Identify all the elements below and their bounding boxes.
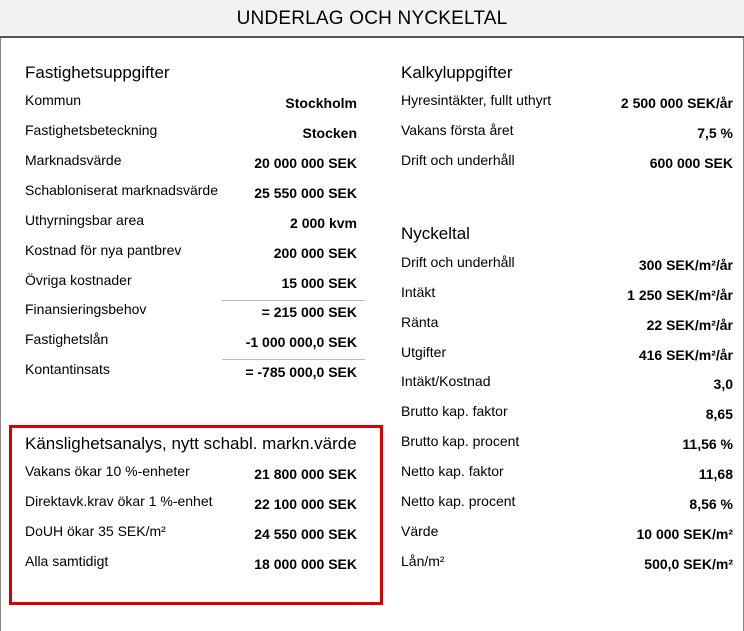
row-hyresintakter <box>401 92 733 112</box>
row-value: 600 000 SEK <box>649 155 733 171</box>
row-brutto-kap-faktor <box>401 403 733 423</box>
row-value: 24 550 000 SEK <box>254 526 357 542</box>
row-label: Brutto kap. faktor <box>401 403 508 419</box>
row-vakans-okar <box>25 463 357 483</box>
row-label: Drift och underhåll <box>401 152 515 168</box>
row-direktavkastningskrav-okar <box>25 493 357 513</box>
row-ovriga-kostnader <box>25 272 357 292</box>
sum-divider <box>222 359 365 360</box>
row-label: Kontantinsats <box>25 361 110 377</box>
row-value: 22 SEK/m²/år <box>646 317 733 333</box>
row-label: Marknadsvärde <box>25 152 122 168</box>
row-label: DoUH ökar 35 SEK/m² <box>25 523 166 539</box>
row-uthyrningsbar-area <box>25 212 357 232</box>
row-value: 300 SEK/m²/år <box>638 257 733 273</box>
row-value: 3,0 <box>713 376 733 392</box>
row-label: Drift och underhåll <box>401 254 515 270</box>
row-label: Direktavk.krav ökar 1 %-enhet <box>25 493 213 509</box>
row-value: = 215 000 SEK <box>261 304 357 320</box>
row-label: Kostnad för nya pantbrev <box>25 242 182 258</box>
row-label: Brutto kap. procent <box>401 433 520 449</box>
row-label: Kommun <box>25 92 82 108</box>
row-label: Lån/m² <box>401 553 445 569</box>
row-value: -1 000 000,0 SEK <box>245 334 357 350</box>
row-brutto-kap-procent <box>401 433 733 453</box>
row-label: Vakans ökar 10 %-enheter <box>25 463 190 479</box>
row-drift-underhall <box>401 152 733 172</box>
row-value: Stocken <box>302 125 357 141</box>
row-label: Uthyrningsbar area <box>25 212 145 228</box>
row-label: Fastighetslån <box>25 331 109 347</box>
row-value: 20 000 000 SEK <box>254 155 357 171</box>
row-label: Netto kap. procent <box>401 493 516 509</box>
row-value: 10 000 SEK/m² <box>636 526 733 542</box>
row-label: Fastighetsbeteckning <box>25 122 158 138</box>
row-label: Intäkt <box>401 284 436 300</box>
row-label: Vakans första året <box>401 122 514 138</box>
row-fastighetslan <box>25 331 357 351</box>
row-marknadsvarde <box>25 152 357 172</box>
row-label: Utgifter <box>401 344 447 360</box>
row-label: Finansieringsbehov <box>25 301 147 317</box>
row-value: 18 000 000 SEK <box>254 556 357 572</box>
row-label: Värde <box>401 523 439 539</box>
row-douh-okar <box>25 523 357 543</box>
row-value: 7,5 % <box>697 125 733 141</box>
row-lan-per-kvm <box>401 553 733 573</box>
row-value: 25 550 000 SEK <box>254 185 357 201</box>
section-title-kalkyluppgifter: Kalkyluppgifter <box>401 63 513 82</box>
row-label: Alla samtidigt <box>25 553 109 569</box>
row-value: 11,68 <box>698 466 733 482</box>
row-label: Netto kap. faktor <box>401 463 504 479</box>
row-netto-kap-faktor <box>401 463 733 483</box>
row-label: Ränta <box>401 314 439 330</box>
row-alla-samtidigt <box>25 553 357 573</box>
row-netto-kap-procent <box>401 493 733 513</box>
row-value: 15 000 SEK <box>281 275 357 291</box>
section-title-fastighetsuppgifter: Fastighetsuppgifter <box>25 63 170 82</box>
row-value: 8,65 <box>705 406 733 422</box>
row-schabloniserat-marknadsvarde <box>25 182 357 202</box>
row-value: 1 250 SEK/m²/år <box>627 287 733 303</box>
row-value: 11,56 % <box>682 436 733 452</box>
row-label: Intäkt/Kostnad <box>401 373 491 389</box>
row-value: 22 100 000 SEK <box>254 496 357 512</box>
row-value: 416 SEK/m²/år <box>638 347 733 363</box>
frame-border-left <box>0 38 1 631</box>
row-intakt-kostnad <box>401 373 733 393</box>
row-fastighetsbeteckning <box>25 122 357 142</box>
row-value: Stockholm <box>285 95 357 111</box>
row-value: 200 000 SEK <box>273 245 357 261</box>
row-value: 500,0 SEK/m² <box>644 556 733 572</box>
row-value: 21 800 000 SEK <box>254 466 357 482</box>
report-title: UNDERLAG OCH NYCKELTAL <box>236 8 508 29</box>
section-title-kanslighetsanalys: Känslighetsanalys, nytt schabl. markn.värde <box>25 434 357 453</box>
row-label: Övriga kostnader <box>25 272 132 288</box>
row-ranta <box>401 314 733 334</box>
row-label: Hyresintäkter, fullt uthyrt <box>401 92 552 108</box>
row-value: 2 500 000 SEK/år <box>620 95 733 111</box>
row-intakt <box>401 284 733 304</box>
row-label: Schabloniserat marknadsvärde <box>25 182 218 198</box>
row-nyckeltal-drift-underhall <box>401 254 733 274</box>
section-title-nyckeltal: Nyckeltal <box>401 224 470 243</box>
row-value: 2 000 kvm <box>290 215 357 231</box>
report-header <box>0 0 744 38</box>
row-kontantinsats <box>25 361 357 381</box>
row-kommun <box>25 92 357 112</box>
row-vakans-forsta-aret <box>401 122 733 142</box>
row-value: 8,56 % <box>689 496 733 512</box>
row-varde <box>401 523 733 543</box>
row-utgifter <box>401 344 733 364</box>
row-kostnad-pantbrev <box>25 242 357 262</box>
row-value: = -785 000,0 SEK <box>245 364 357 380</box>
row-finansieringsbehov <box>25 301 357 321</box>
